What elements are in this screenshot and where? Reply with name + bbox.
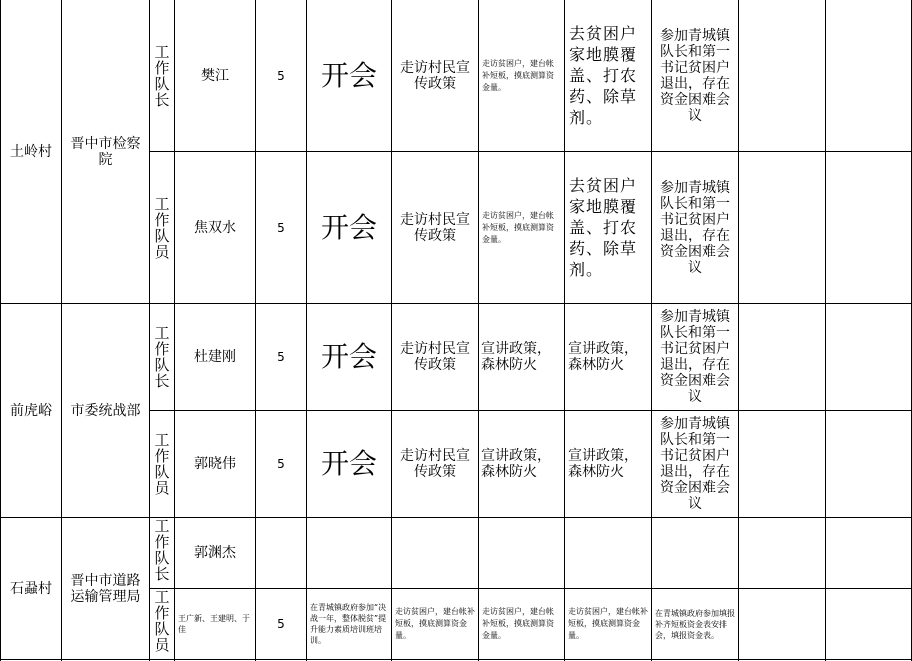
activity-cell bbox=[479, 304, 564, 410]
activity-text: 参加青城镇队长和第一书记贫困户退出，存在资金困难会议 bbox=[660, 416, 730, 512]
village-cell bbox=[1, 304, 61, 517]
activity-text: 走访贫困户，建台帐补短板，摸底测算资金量。 bbox=[482, 58, 554, 92]
member-name: 王广新、王建明、于佳 bbox=[178, 614, 250, 634]
village-name: 土岭村 bbox=[10, 143, 52, 160]
activity-cell bbox=[565, 411, 651, 517]
count-value: 5 bbox=[277, 617, 285, 631]
count-value: 5 bbox=[277, 68, 285, 83]
activity-cell bbox=[652, 589, 738, 659]
activity-text: 参加青城镇队长和第一书记贫困户退出，存在资金困难会议 bbox=[660, 27, 730, 124]
count-cell bbox=[256, 589, 306, 659]
meeting-cell bbox=[307, 304, 391, 410]
meeting-text: 开会 bbox=[320, 340, 377, 373]
activity-text: 宣讲政策，森林防火 bbox=[568, 341, 638, 373]
village-name: 石蝨村 bbox=[10, 580, 52, 597]
village-cell bbox=[1, 0, 61, 303]
village-cell bbox=[1, 518, 61, 659]
unit-name: 晋中市检察院 bbox=[70, 135, 141, 168]
name-cell bbox=[175, 411, 255, 517]
grid-line bbox=[0, 659, 912, 660]
count-cell bbox=[256, 0, 306, 151]
role-label: 工作队员 bbox=[154, 589, 170, 654]
name-cell bbox=[175, 0, 255, 151]
village-name: 前虎峪 bbox=[10, 402, 52, 419]
activity-cell bbox=[392, 589, 478, 659]
member-name: 杜建刚 bbox=[194, 349, 236, 365]
meeting-cell bbox=[307, 0, 391, 151]
count-value: 5 bbox=[277, 350, 285, 364]
role-cell bbox=[150, 411, 174, 517]
activity-text: 走访村民宣传政策 bbox=[400, 211, 470, 244]
activity-cell bbox=[392, 0, 478, 151]
activity-text: 宣讲政策，森林防火 bbox=[481, 341, 551, 373]
activity-text: 参加青城镇队长和第一书记贫困户退出，存在资金困难会议 bbox=[660, 179, 730, 276]
activity-cell bbox=[652, 0, 738, 151]
activity-cell bbox=[652, 304, 738, 410]
count-cell bbox=[256, 411, 306, 517]
unit-cell bbox=[62, 304, 149, 517]
activity-cell bbox=[479, 411, 564, 517]
activity-cell bbox=[565, 589, 651, 659]
activity-text: 走访村民宣传政策 bbox=[400, 448, 470, 480]
name-cell bbox=[175, 152, 255, 303]
activity-text: 走访贫困户，建台帐补短板，摸底测算资金量。 bbox=[482, 607, 554, 640]
unit-name: 晋中市道路运输管理局 bbox=[70, 572, 141, 605]
role-cell bbox=[150, 152, 174, 303]
role-label: 工作队长 bbox=[154, 518, 170, 583]
meeting-text: 在青城镇政府参加“决战一年，整体脱贫”提升能力素质培训班培训。 bbox=[310, 603, 387, 645]
activity-text: 走访贫困户，建台帐补短板，摸底测算资金量。 bbox=[395, 607, 475, 640]
activity-cell bbox=[479, 0, 564, 151]
member-name: 焦双水 bbox=[194, 219, 236, 236]
activity-cell bbox=[479, 152, 564, 303]
name-cell bbox=[175, 518, 255, 588]
activity-cell bbox=[565, 0, 651, 151]
role-label: 工作队长 bbox=[154, 42, 170, 109]
role-cell bbox=[150, 518, 174, 588]
count-value: 5 bbox=[277, 457, 285, 471]
activity-cell bbox=[392, 411, 478, 517]
count-value: 5 bbox=[277, 220, 285, 235]
activity-cell bbox=[565, 304, 651, 410]
activity-text: 宣讲政策，森林防火 bbox=[481, 448, 551, 480]
activity-cell bbox=[565, 152, 651, 303]
meeting-text: 开会 bbox=[320, 447, 377, 480]
meeting-cell bbox=[307, 411, 391, 517]
role-label: 工作队员 bbox=[154, 431, 170, 497]
role-label: 工作队员 bbox=[154, 194, 170, 261]
unit-name: 市委统战部 bbox=[70, 402, 141, 419]
activity-text: 走访贫困户，建台帐补短板，摸底测算资金量。 bbox=[568, 607, 648, 640]
role-label: 工作队长 bbox=[154, 324, 170, 390]
name-cell bbox=[175, 589, 255, 659]
member-name: 郭晓伟 bbox=[194, 456, 236, 472]
count-cell bbox=[256, 304, 306, 410]
activity-cell bbox=[479, 589, 564, 659]
activity-cell bbox=[392, 152, 478, 303]
member-name: 郭渊杰 bbox=[194, 545, 236, 561]
grid-line bbox=[738, 0, 739, 661]
role-cell bbox=[150, 304, 174, 410]
activity-text: 走访村民宣传政策 bbox=[400, 341, 470, 373]
meeting-text: 开会 bbox=[320, 58, 377, 92]
activity-text: 走访村民宣传政策 bbox=[400, 59, 470, 92]
unit-cell bbox=[62, 0, 149, 303]
activity-text: 走访贫困户，建台帐补短板，摸底测算资金量。 bbox=[482, 210, 554, 244]
count-cell bbox=[256, 152, 306, 303]
activity-text: 去贫困户家地膜覆盖、打农药、除草剂。 bbox=[569, 24, 638, 127]
grid-line bbox=[825, 0, 826, 661]
activity-text: 宣讲政策，森林防火 bbox=[568, 448, 638, 480]
role-cell bbox=[150, 589, 174, 659]
role-cell bbox=[150, 0, 174, 151]
activity-cell bbox=[652, 152, 738, 303]
activity-cell bbox=[392, 304, 478, 410]
name-cell bbox=[175, 304, 255, 410]
unit-cell bbox=[62, 518, 149, 659]
activity-text: 在青城镇政府参加填报补齐短板资金表安排会，填报资金表。 bbox=[655, 608, 735, 640]
meeting-text: 开会 bbox=[320, 210, 377, 244]
activity-cell bbox=[652, 411, 738, 517]
meeting-cell bbox=[307, 589, 391, 659]
activity-text: 参加青城镇队长和第一书记贫困户退出，存在资金困难会议 bbox=[660, 309, 730, 405]
member-name: 樊江 bbox=[201, 67, 229, 84]
activity-text: 去贫困户家地膜覆盖、打农药、除草剂。 bbox=[569, 176, 638, 279]
meeting-cell bbox=[307, 152, 391, 303]
